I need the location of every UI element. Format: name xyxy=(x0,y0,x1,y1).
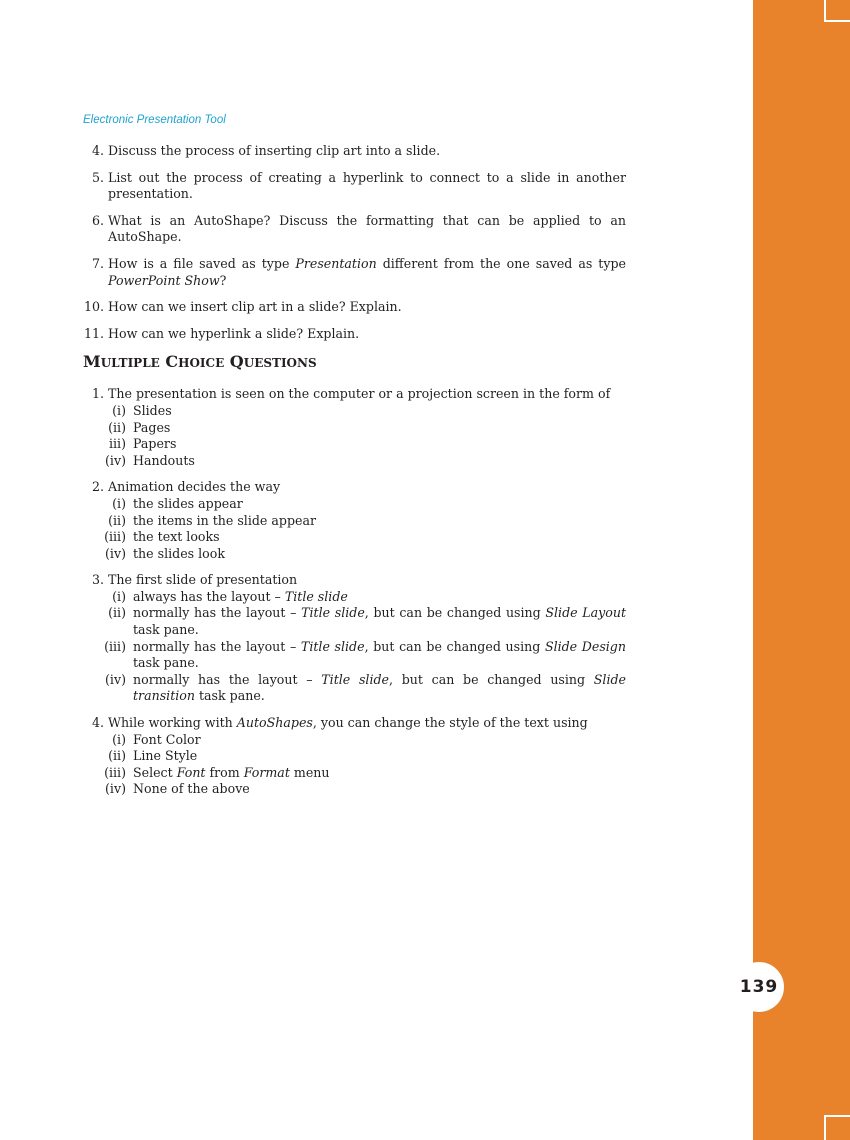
option-item xyxy=(105,781,626,798)
option-number: (ii) xyxy=(108,748,126,764)
question-number: 2. xyxy=(91,479,104,495)
option-number: (iii) xyxy=(104,638,126,654)
option-text: task pane. xyxy=(133,622,199,638)
option-item xyxy=(105,452,626,470)
option-text: Pages xyxy=(133,419,171,435)
option-list xyxy=(105,402,626,469)
option-text: task pane. xyxy=(133,655,199,671)
option-number: (iv) xyxy=(105,545,126,561)
question-11 xyxy=(83,326,626,343)
heading-smallcaps: HOICE xyxy=(178,356,225,371)
option-text: Font Color xyxy=(133,731,201,747)
mcq-3 xyxy=(83,572,626,705)
question-10 xyxy=(83,299,626,316)
question-number: 3. xyxy=(91,572,104,588)
question-text: How can we hyperlink a slide? Explain. xyxy=(108,325,360,341)
question-text-part: different from the one saved as type xyxy=(376,255,626,271)
question-number: 7. xyxy=(91,255,104,271)
question-number: 4. xyxy=(91,715,104,731)
option-list xyxy=(104,588,626,705)
question-text-part: How is a file saved as type xyxy=(108,255,296,271)
option-text-emphasis: Font xyxy=(176,764,206,780)
heading-letter: Q xyxy=(229,352,244,372)
question-text-emphasis: PowerPoint Show xyxy=(108,272,220,288)
question-number: 11. xyxy=(83,325,104,341)
option-text: normally has the layout – xyxy=(133,605,302,621)
question-7 xyxy=(83,256,626,289)
option-number: (ii) xyxy=(108,419,126,435)
question-text: The presentation is seen on the computer or a projection screen in the form of xyxy=(108,386,611,402)
option-item xyxy=(105,671,626,705)
mcq-2 xyxy=(83,479,626,562)
option-text: task pane. xyxy=(194,688,265,704)
option-number: (i) xyxy=(112,731,126,747)
option-item xyxy=(105,545,626,563)
question-text: List out the process of creating a hyperlink to connect to a slide in another presentation. xyxy=(108,169,626,202)
option-number: (iii) xyxy=(104,764,126,780)
question-number: 5. xyxy=(91,169,104,185)
option-text: always has the layout – xyxy=(133,588,285,604)
option-number: (i) xyxy=(112,495,126,511)
section-heading-mcq xyxy=(83,352,626,373)
question-number: 10. xyxy=(83,299,104,315)
option-item xyxy=(104,764,626,782)
option-item xyxy=(108,748,626,765)
option-item xyxy=(108,605,626,638)
option-text: , but can be changed using xyxy=(364,605,546,621)
option-text: Papers xyxy=(133,436,177,452)
option-text-emphasis: Title slide xyxy=(321,671,389,687)
option-text: , but can be changed using xyxy=(364,638,545,654)
question-4 xyxy=(83,143,626,160)
option-number: (iii) xyxy=(104,529,126,545)
option-item xyxy=(108,496,626,513)
option-item xyxy=(108,436,626,453)
heading-letter: M xyxy=(83,352,101,372)
question-number: 6. xyxy=(91,212,104,228)
option-text: Slides xyxy=(133,402,172,418)
option-number: (i) xyxy=(112,402,126,418)
question-text: While working with xyxy=(108,715,237,731)
option-item xyxy=(108,732,626,749)
option-text-emphasis: Format xyxy=(243,764,290,780)
question-6 xyxy=(83,213,626,246)
option-text-emphasis: Title slide xyxy=(301,605,365,621)
option-text: from xyxy=(205,764,244,780)
heading-smallcaps: ULTIPLE xyxy=(100,356,160,371)
option-text: Handouts xyxy=(133,452,195,468)
mcq-4 xyxy=(83,715,626,798)
option-text: normally has the layout – xyxy=(133,638,301,654)
option-number: iii) xyxy=(109,436,126,452)
option-text: None of the above xyxy=(133,781,250,797)
question-text-emphasis: Presentation xyxy=(295,255,377,271)
question-text: The first slide of presentation xyxy=(108,572,298,588)
heading-letter: C xyxy=(165,352,179,372)
option-text-emphasis: Title slide xyxy=(284,588,348,604)
option-list xyxy=(104,731,626,798)
option-number: (iv) xyxy=(105,452,126,468)
question-text: , you can change the style of the text using xyxy=(312,715,588,731)
option-item xyxy=(104,638,626,672)
option-item xyxy=(108,403,626,420)
question-text: Discuss the process of inserting clip art into a slide. xyxy=(108,143,441,158)
question-number: 1. xyxy=(91,386,104,402)
option-list xyxy=(104,495,626,562)
option-text-emphasis: Slide Layout xyxy=(545,605,626,621)
main-content xyxy=(83,143,626,808)
option-number: (iv) xyxy=(105,671,126,687)
crop-mark-bottom xyxy=(824,1115,850,1140)
option-text: menu xyxy=(289,764,330,780)
option-text: normally has the layout – xyxy=(133,671,322,687)
option-text: the items in the slide appear xyxy=(133,512,316,528)
option-item xyxy=(108,513,626,530)
mcq-1 xyxy=(83,386,626,469)
option-number: (iv) xyxy=(105,781,126,797)
option-text-emphasis: Slide Design xyxy=(544,638,626,654)
option-text-emphasis: Title slide xyxy=(300,638,365,654)
option-number: (i) xyxy=(112,588,126,604)
option-text: the text looks xyxy=(133,529,220,545)
option-number: (ii) xyxy=(108,605,126,621)
option-text: the slides appear xyxy=(133,495,243,511)
running-header: Electronic Presentation Tool xyxy=(83,114,226,126)
option-text-emphasis: Slide transition xyxy=(133,671,626,704)
question-5 xyxy=(83,170,626,203)
option-item xyxy=(108,420,626,437)
option-text: Line Style xyxy=(133,748,198,764)
option-text: Select xyxy=(133,764,177,780)
question-text-part: ? xyxy=(219,272,227,288)
option-item xyxy=(104,529,626,546)
option-item xyxy=(108,589,626,606)
question-text: How can we insert clip art in a slide? Explain. xyxy=(108,299,402,315)
question-text: Animation decides the way xyxy=(108,479,281,495)
heading-smallcaps: UESTIONS xyxy=(243,356,317,371)
option-number: (ii) xyxy=(108,512,126,528)
option-text: , but can be changed using xyxy=(389,671,594,687)
question-number: 4. xyxy=(91,143,104,158)
question-text-emphasis: AutoShapes xyxy=(236,715,313,731)
page-number: 139 xyxy=(734,962,784,1012)
crop-mark-top xyxy=(824,0,850,22)
option-text: the slides look xyxy=(133,545,225,561)
question-text: What is an AutoShape? Discuss the formatting that can be applied to an AutoShape. xyxy=(108,212,626,245)
